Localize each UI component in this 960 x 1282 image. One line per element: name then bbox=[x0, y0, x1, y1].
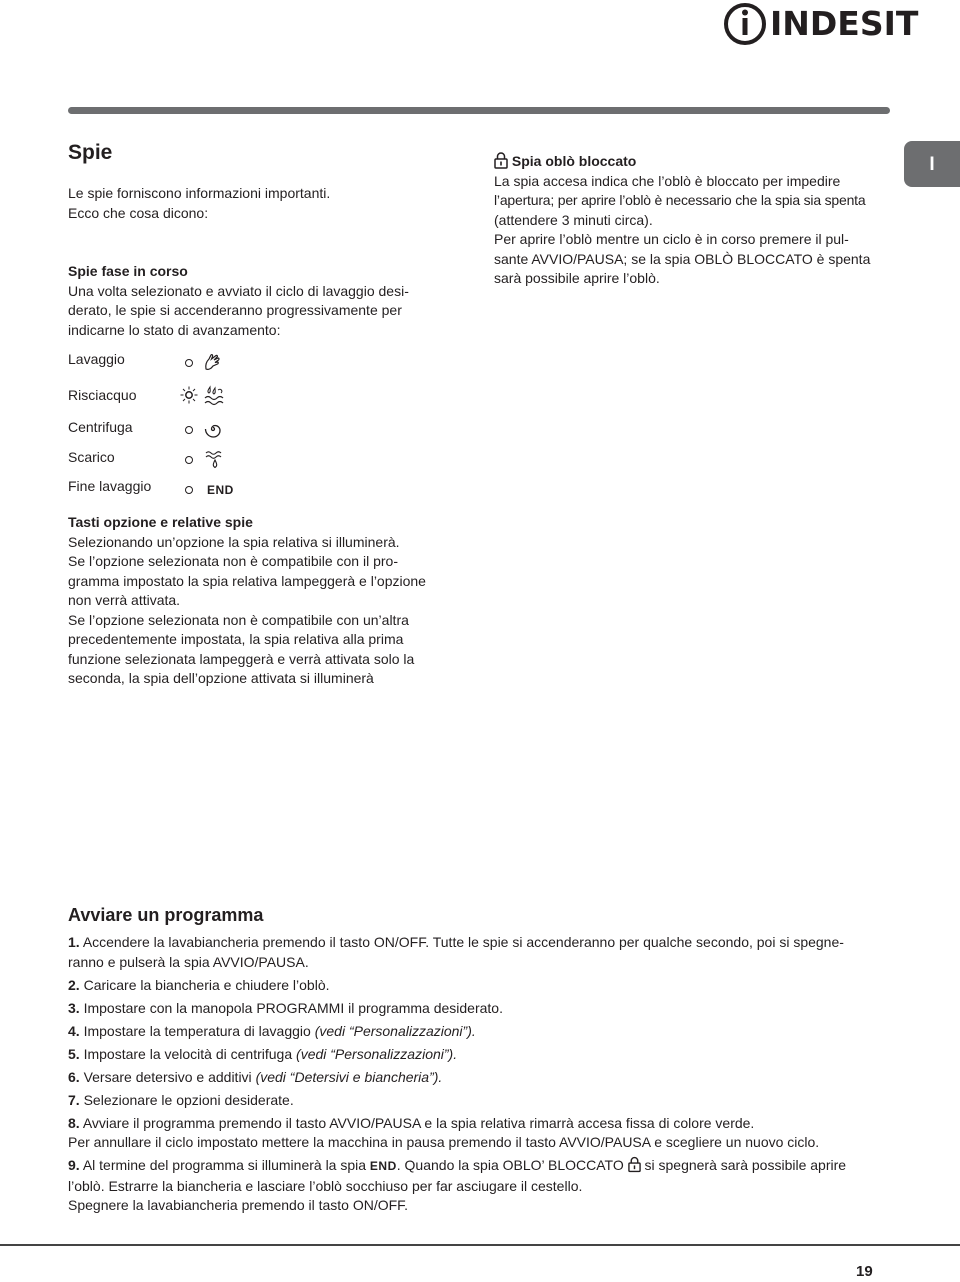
step-text-cont: Spegnere la lavabiancheria premendo il tasto ON/OFF. bbox=[68, 1197, 409, 1213]
phase-line: indicarne lo stato di avanzamento: bbox=[68, 321, 281, 338]
door-lock-heading-row bbox=[494, 152, 894, 172]
door-lock-block bbox=[494, 152, 894, 289]
options-line: Se l’opzione selezionata non è compatibile con un’altra bbox=[68, 611, 409, 628]
step-number: 5. bbox=[68, 1045, 80, 1062]
options-line: gramma impostato la spia relativa lampeggerà e l’opzione bbox=[68, 572, 426, 589]
step-number: 9. bbox=[68, 1157, 80, 1173]
options-line: precedentemente impostata, la spia relativa alla prima bbox=[68, 631, 404, 647]
step-number: 7. bbox=[68, 1091, 80, 1108]
step-item bbox=[68, 999, 898, 1019]
step-text: si spegnerà sarà possibile aprire bbox=[640, 1157, 847, 1173]
footer-rule bbox=[0, 1244, 960, 1246]
step-number: 3. bbox=[68, 999, 80, 1016]
step-number: 6. bbox=[68, 1068, 80, 1085]
step-text: Versare detersivo e additivi bbox=[83, 1068, 256, 1085]
brand-name: INDESIT bbox=[770, 4, 919, 43]
rinse-icon bbox=[202, 385, 226, 407]
door-lock-line: l’apertura; per aprire l’oblò è necessario che la spia sia spenta bbox=[494, 192, 866, 208]
lamp-label-centrifuga: Centrifuga bbox=[68, 419, 133, 435]
door-lock-heading: Spia oblò bloccato bbox=[511, 153, 637, 169]
step-number: 1. bbox=[68, 934, 80, 950]
step-item bbox=[68, 1114, 898, 1153]
door-lock-line: Per aprire l’oblò mentre un ciclo è in corso premere il pul- bbox=[494, 231, 849, 247]
step-text: Impostare la velocità di centrifuga bbox=[83, 1045, 297, 1062]
spin-icon bbox=[203, 419, 223, 439]
step-reference: (vedi “Personalizzazioni”). bbox=[296, 1045, 458, 1062]
options-line: Se l’opzione selezionata non è compatibile con il pro- bbox=[68, 553, 398, 569]
step-text-cont: l’oblò. Estrarre la biancheria e lasciare l’oblò socchiuso per far asciugare il cestello. bbox=[68, 1177, 583, 1194]
program-steps bbox=[68, 933, 898, 1219]
step-number: 8. bbox=[68, 1114, 80, 1131]
step-item bbox=[68, 1068, 898, 1088]
options-line: seconda, la spia dell’opzione attivata si illuminerà bbox=[68, 670, 374, 686]
lamp-label-risciacquo: Risciacquo bbox=[68, 387, 137, 403]
program-heading: Avviare un programma bbox=[68, 905, 264, 925]
step-text-cont: ranno e pulserà la spia AVVIO/PAUSA. bbox=[68, 953, 309, 970]
phase-heading: Spie fase in corso bbox=[68, 263, 188, 279]
blinking-led-icon bbox=[180, 386, 198, 404]
step-text: Impostare con la manopola PROGRAMMI il programma desiderato. bbox=[83, 999, 503, 1016]
step-reference: (vedi “Personalizzazioni”). bbox=[314, 1022, 476, 1039]
step-text-cont: Per annullare il ciclo impostato mettere la macchina in pausa premendo il tasto AVVIO/PAUSA e scegliere un nuovo ciclo. bbox=[68, 1134, 820, 1150]
lamp-label-scarico: Scarico bbox=[68, 449, 115, 465]
lock-icon bbox=[494, 152, 508, 169]
step-item bbox=[68, 1091, 898, 1111]
led-indicator bbox=[185, 426, 193, 434]
door-lock-line: sante AVVIO/PAUSA; se la spia OBLÒ BLOCCATO è spenta bbox=[494, 250, 871, 267]
lamp-label-fine-lavaggio: Fine lavaggio bbox=[68, 478, 152, 494]
step-item bbox=[68, 976, 898, 996]
step-item bbox=[68, 1022, 898, 1042]
step-reference: (vedi “Detersivi e biancheria”). bbox=[255, 1068, 443, 1085]
step-text: Al termine del programma si illuminerà la spia bbox=[82, 1157, 370, 1173]
language-tab: I bbox=[904, 141, 960, 187]
led-indicator bbox=[185, 486, 193, 494]
lock-icon bbox=[628, 1156, 641, 1173]
intro-text bbox=[68, 184, 453, 223]
step-text: Impostare la temperatura di lavaggio bbox=[83, 1022, 315, 1039]
step-number: 2. bbox=[68, 976, 80, 993]
step-item bbox=[68, 933, 898, 972]
led-indicator bbox=[185, 456, 193, 464]
intro-line: Ecco che cosa dicono: bbox=[68, 204, 209, 221]
options-block bbox=[68, 513, 468, 689]
drain-icon bbox=[204, 449, 226, 471]
step-text: . Quando la spia OBLO’ BLOCCATO bbox=[396, 1157, 628, 1173]
door-lock-line: La spia accesa indica che l’oblò è bloccato per impedire bbox=[494, 172, 841, 189]
lamp-label-lavaggio: Lavaggio bbox=[68, 351, 125, 367]
door-lock-line: (attendere 3 minuti circa). bbox=[494, 211, 653, 228]
options-line: funzione selezionata lampeggerà e verrà attivata solo la bbox=[68, 650, 415, 667]
options-line: Selezionando un’opzione la spia relativa si illuminerà. bbox=[68, 533, 400, 550]
phase-block bbox=[68, 262, 453, 340]
wash-hand-icon bbox=[202, 352, 222, 372]
phase-line: Una volta selezionato e avviato il ciclo di lavaggio desi- bbox=[68, 282, 409, 299]
step-item bbox=[68, 1156, 898, 1216]
step-text: Selezionare le opzioni desiderate. bbox=[83, 1091, 294, 1108]
header-rule bbox=[68, 107, 890, 114]
step-item bbox=[68, 1045, 898, 1065]
intro-line: Le spie forniscono informazioni importanti. bbox=[68, 185, 331, 201]
led-indicator bbox=[185, 359, 193, 367]
step-text: Caricare la biancheria e chiudere l’oblò. bbox=[83, 976, 330, 993]
indesit-logo-mark bbox=[722, 2, 768, 46]
step-number: 4. bbox=[68, 1022, 80, 1039]
section-title: Spie bbox=[68, 141, 113, 164]
step-text: Avviare il programma premendo il tasto AVVIO/PAUSA e la spia relativa rimarrà accesa fissa di colore verde. bbox=[82, 1114, 755, 1131]
end-icon: END bbox=[369, 1159, 397, 1173]
end-icon: END bbox=[207, 483, 234, 497]
options-heading: Tasti opzione e relative spie bbox=[68, 514, 253, 530]
phase-line: derato, le spie si accenderanno progressivamente per bbox=[68, 302, 402, 318]
page-number: 19 bbox=[856, 1263, 873, 1280]
door-lock-line: sarà possibile aprire l’oblò. bbox=[494, 270, 660, 286]
options-line: non verrà attivata. bbox=[68, 592, 181, 608]
step-text: Accendere la lavabiancheria premendo il tasto ON/OFF. Tutte le spie si accenderanno per qualche secondo, poi si spegne- bbox=[82, 934, 844, 950]
